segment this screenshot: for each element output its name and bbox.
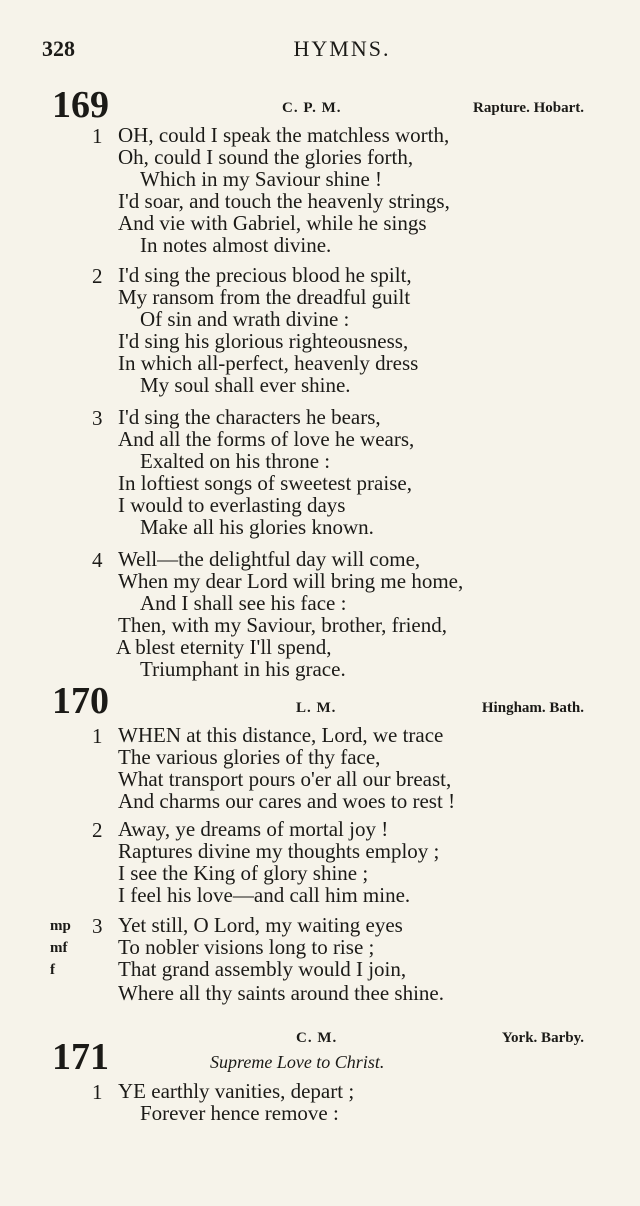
hymn-number: 170 [52,680,109,722]
verse-line: And I shall see his face : [140,591,347,615]
verse-line: I'd sing his glorious righteousness, [118,329,409,353]
verse-line: I'd sing the precious blood he spilt, [118,263,412,287]
verse-line: Exalted on his throne : [140,449,331,473]
dynamic-marking: mp [50,918,71,934]
verse-line: Yet still, O Lord, my waiting eyes [118,913,403,937]
verse-line: The various glories of thy face, [118,745,381,769]
verse-line: Away, ye dreams of mortal joy ! [118,817,389,841]
verse-line: That grand assembly would I join, [118,957,407,981]
verse-line: And charms our cares and woes to rest ! [118,789,456,813]
hymn-tune: York. Barby. [501,1030,584,1046]
verse-line: I'd sing the characters he bears, [118,405,381,429]
hymn-tune: Rapture. Hobart. [473,100,584,116]
verse-line: Raptures divine my thoughts employ ; [118,839,440,863]
stanza-number: 1 [92,124,103,148]
verse-line: I see the King of glory shine ; [118,861,369,885]
verse-line: Triumphant in his grace. [140,657,346,681]
verse-line: To nobler visions long to rise ; [118,935,375,959]
hymn-tune: Hingham. Bath. [481,700,584,716]
verse-line: My soul shall ever shine. [140,373,351,397]
hymn-meter: L. M. [296,700,337,716]
verse-line: And all the forms of love he wears, [118,427,415,451]
hymn-meter: C. P. M. [282,100,342,116]
verse-line: And vie with Gabriel, while he sings [118,211,427,235]
verse-line: A blest eternity I'll spend, [116,635,332,659]
stanza-number: 3 [92,914,103,938]
verse-line: Then, with my Saviour, brother, friend, [118,613,447,637]
verse-line: Which in my Saviour shine ! [140,167,383,191]
verse-line: WHEN at this distance, Lord, we trace [118,723,444,747]
stanza-number: 2 [92,264,103,288]
page-header [42,36,602,66]
hymn-number: 171 [52,1036,109,1078]
verse-line: I'd soar, and touch the heavenly strings, [118,189,450,213]
verse-line: Forever hence remove : [140,1101,339,1125]
verse-line: What transport pours o'er all our breast, [118,767,452,791]
hymn-meter: C. M. [296,1030,338,1046]
stanza-number: 4 [92,548,103,572]
stanza-number: 1 [92,724,103,748]
verse-line: My ransom from the dreadful guilt [118,285,411,309]
verse-line: Well—the delightful day will come, [118,547,421,571]
verse-line: OH, could I speak the matchless worth, [118,123,450,147]
running-head: HYMNS. [293,36,391,61]
stanza-number: 3 [92,406,103,430]
verse-line: I would to everlasting days [118,493,346,517]
hymn-subtitle: Supreme Love to Christ. [210,1052,385,1072]
hymn-number: 169 [52,84,109,126]
verse-line: Oh, could I sound the glories forth, [118,145,414,169]
page-number: 328 [42,36,75,61]
verse-line: When my dear Lord will bring me home, [118,569,464,593]
verse-line: YE earthly vanities, depart ; [118,1079,355,1103]
stanza-number: 1 [92,1080,103,1104]
dynamic-marking: mf [50,940,68,956]
verse-line: In which all-perfect, heavenly dress [118,351,419,375]
dynamic-marking: f [50,962,55,978]
verse-line: In loftiest songs of sweetest praise, [118,471,412,495]
stanza-number: 2 [92,818,103,842]
verse-line: Make all his glories known. [140,515,374,539]
verse-line: Of sin and wrath divine : [140,307,350,331]
verse-line: Where all thy saints around thee shine. [118,981,444,1005]
verse-line: I feel his love—and call him mine. [118,883,411,907]
verse-line: In notes almost divine. [140,233,332,257]
